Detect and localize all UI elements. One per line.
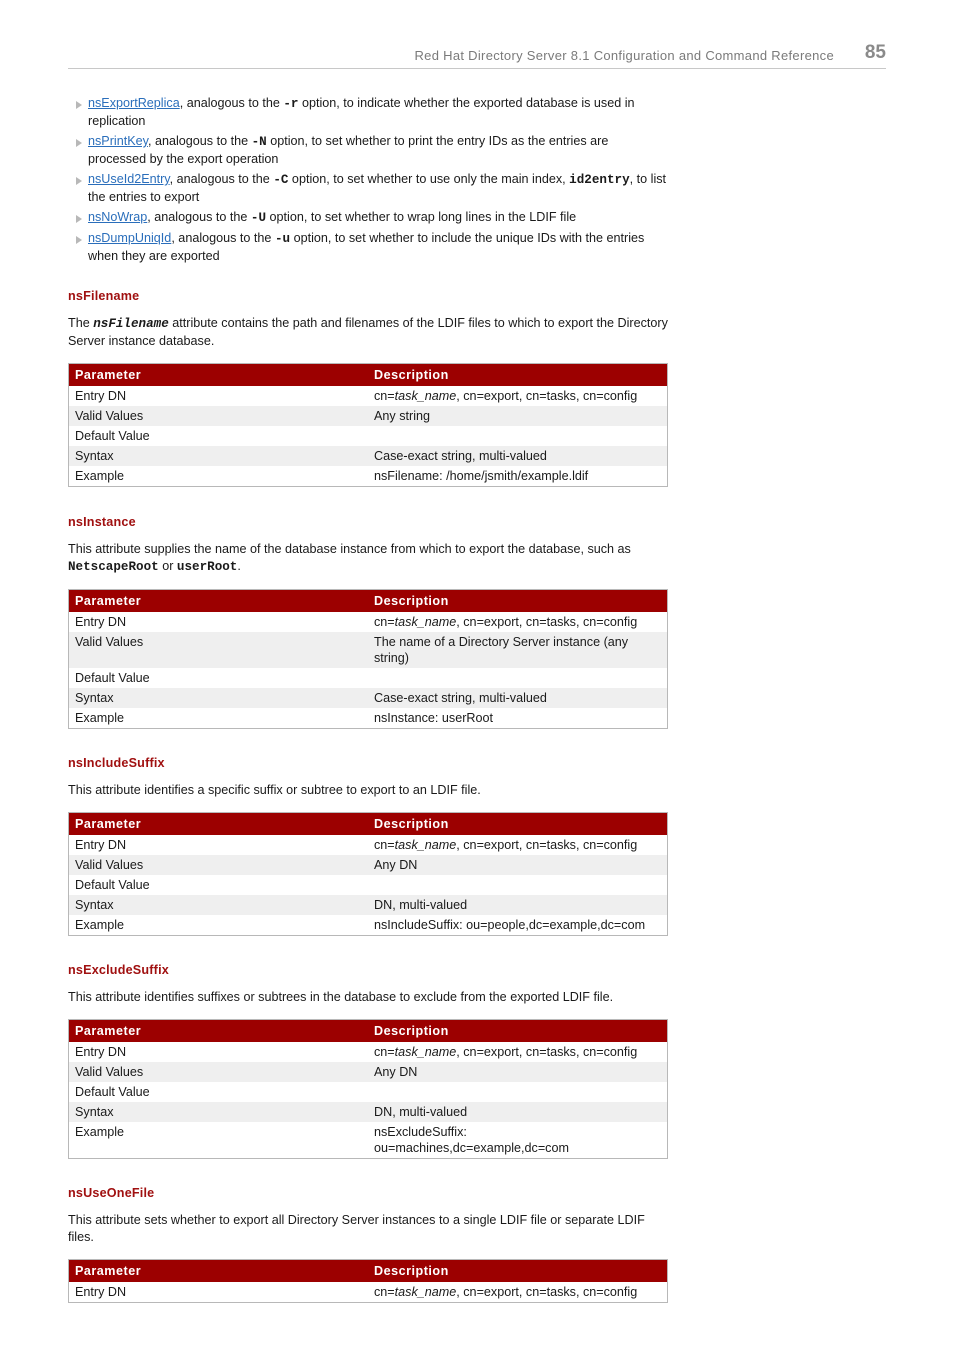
- table-header-row: Parameter Description: [69, 364, 668, 387]
- section-description: The nsFilename attribute contains the path and filenames of the LDIF files to which to export the Directory Server instance database.: [68, 316, 668, 348]
- section-heading-nsinstance: nsInstance: [68, 515, 136, 529]
- page-header: [68, 40, 886, 69]
- nsfilename-table: [68, 363, 668, 487]
- list-item: nsUseId2Entry, analogous to the -C option, to set whether to use only the main index, id2entry, to list the entries to export: [68, 171, 668, 206]
- table-row: Entry DN cn=task_name, cn=export, cn=tasks, cn=config: [75, 615, 638, 629]
- table-row: Example nsExcludeSuffix: ou=machines,dc=example,dc=com: [75, 1125, 569, 1155]
- bullet-triangle-icon: [76, 215, 82, 223]
- link-nsexportreplica[interactable]: nsExportReplica: [88, 96, 180, 110]
- table-row: Entry DN cn=task_name, cn=export, cn=tasks, cn=config: [75, 1045, 638, 1059]
- bullet-triangle-icon: [76, 236, 82, 244]
- table-row: Valid Values Any DN: [69, 1062, 668, 1082]
- nsuseonefile-table: [68, 1259, 668, 1303]
- section-description: This attribute supplies the name of the database instance from which to export the database, such as NetscapeRoot or userRoot.: [68, 542, 631, 574]
- nsincludesuffix-table: [68, 812, 668, 936]
- section-heading-nsfilename: nsFilename: [68, 289, 140, 303]
- table-header-row: Parameter Description: [69, 590, 668, 613]
- table-row: Default Value: [75, 429, 150, 443]
- nsinstance-table: [68, 589, 668, 729]
- table-header-row: Parameter Description: [69, 1020, 668, 1043]
- table-row: Default Value: [75, 878, 150, 892]
- section-description: This attribute identifies a specific suffix or subtree to export to an LDIF file.: [68, 783, 481, 797]
- table-header-row: Parameter Description: [69, 1260, 668, 1283]
- section-description: This attribute sets whether to export all Directory Server instances to a single LDIF file or separate LDIF files.: [68, 1213, 645, 1244]
- link-nsdumpuniqid[interactable]: nsDumpUniqId: [88, 231, 172, 245]
- table-row: Syntax DN, multi-valued: [69, 895, 668, 915]
- link-nsuseid2entry[interactable]: nsUseId2Entry: [88, 172, 170, 186]
- table-row: Example nsFilename: /home/jsmith/example.ldif: [75, 469, 589, 483]
- table-row: Entry DN cn=task_name, cn=export, cn=tasks, cn=config: [75, 838, 638, 852]
- table-header-row: Parameter Description: [69, 813, 668, 836]
- table-row: Valid Values Any string: [69, 406, 668, 426]
- bullet-triangle-icon: [76, 139, 82, 147]
- page-content: [68, 95, 668, 1303]
- nsexcludesuffix-table: [68, 1019, 668, 1159]
- bullet-triangle-icon: [76, 177, 82, 185]
- link-nsnowrap[interactable]: nsNoWrap: [88, 210, 148, 224]
- table-row: Default Value: [75, 671, 150, 685]
- link-nsprintkey[interactable]: nsPrintKey: [88, 134, 148, 148]
- section-heading-nsexcludesuffix: nsExcludeSuffix: [68, 963, 169, 977]
- table-row: Entry DN cn=task_name, cn=export, cn=tasks, cn=config: [75, 389, 638, 403]
- bullet-triangle-icon: [76, 101, 82, 109]
- table-row: Syntax Case-exact string, multi-valued: [69, 446, 668, 466]
- list-item: nsNoWrap, analogous to the -U option, to set whether to wrap long lines in the LDIF file: [68, 209, 668, 227]
- table-row: Example nsInstance: userRoot: [75, 711, 494, 725]
- section-heading-nsuseonefile: nsUseOneFile: [68, 1186, 155, 1200]
- list-item: nsPrintKey, analogous to the -N option, to set whether to print the entry IDs as the entries are processed by the export operation: [68, 133, 668, 168]
- table-row: Entry DN cn=task_name, cn=export, cn=tasks, cn=config: [75, 1285, 638, 1299]
- table-row: Valid Values Any DN: [69, 855, 668, 875]
- table-row: Syntax DN, multi-valued: [69, 1102, 668, 1122]
- table-row: Default Value: [75, 1085, 150, 1099]
- list-item: nsExportReplica, analogous to the -r option, to indicate whether the exported database is used in replication: [68, 95, 668, 130]
- list-item: nsDumpUniqId, analogous to the -u option, to set whether to include the unique IDs with the entries when they are exported: [68, 230, 668, 265]
- table-row: Valid Values The name of a Directory Server instance (any string): [69, 632, 668, 668]
- page-number: 85: [864, 42, 886, 63]
- section-heading-nsincludesuffix: nsIncludeSuffix: [68, 756, 165, 770]
- section-description: This attribute identifies suffixes or subtrees in the database to exclude from the exported LDIF file.: [68, 990, 614, 1004]
- header-title: Red Hat Directory Server 8.1 Configuration and Command Reference: [414, 48, 834, 63]
- table-row: Syntax Case-exact string, multi-valued: [69, 688, 668, 708]
- export-options-list: [68, 95, 668, 265]
- table-row: Example nsIncludeSuffix: ou=people,dc=example,dc=com: [75, 918, 646, 932]
